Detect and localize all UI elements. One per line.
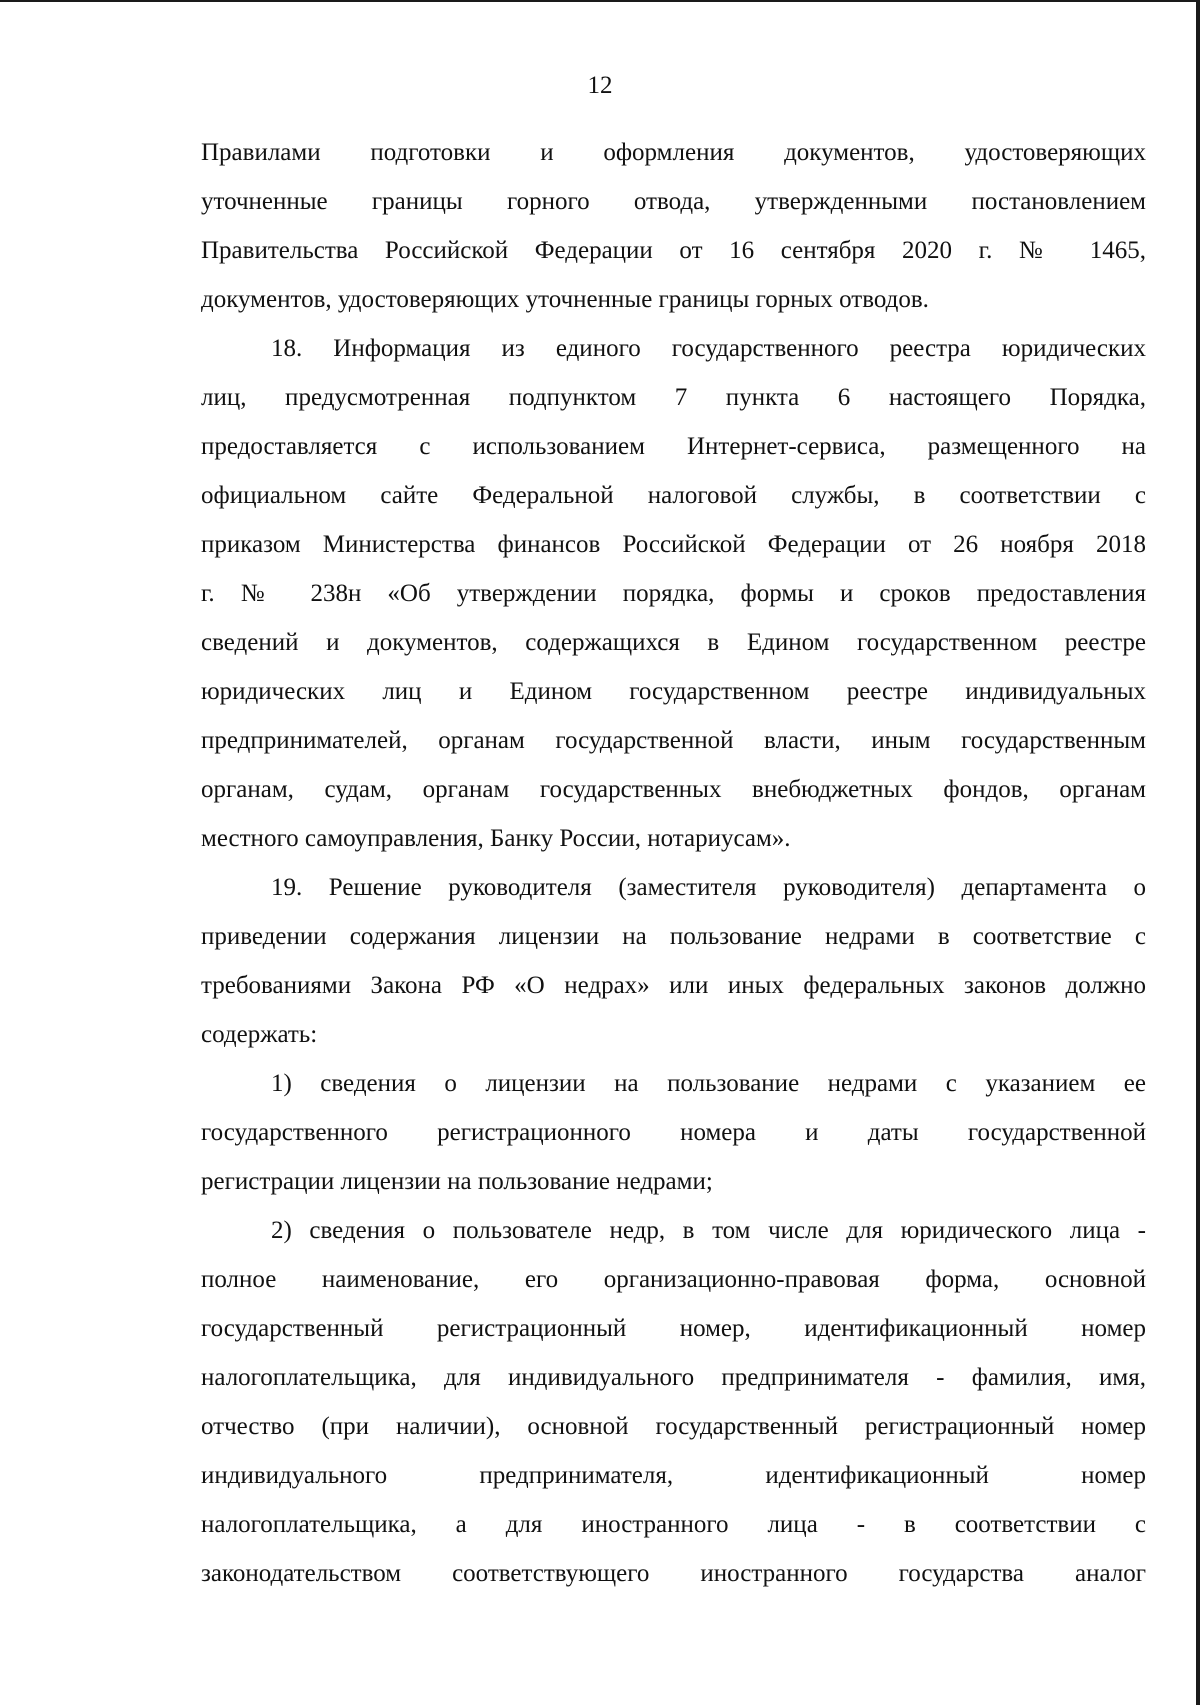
text-line: налогоплательщика, для индивидуального предпринимателя - фамилия, имя, [201, 1364, 1146, 1391]
text-line: юридических лиц и Едином государственном реестре индивидуальных [201, 678, 1146, 705]
paragraph-item-19 [201, 863, 1146, 1059]
scan-edge-right [1196, 0, 1200, 1705]
text-line: требованиями Закона РФ «О недрах» или иных федеральных законов должно [201, 972, 1146, 999]
scan-edge-top [0, 0, 1200, 2]
text-line: сведений и документов, содержащихся в Едином государственном реестре [201, 629, 1146, 656]
text-line: 19. Решение руководителя (заместителя руководителя) департамента о [271, 874, 1146, 901]
text-line: документов, удостоверяющих уточненные границы горных отводов. [201, 286, 929, 313]
text-line: предпринимателей, органам государственной власти, иным государственным [201, 727, 1146, 754]
text-line: лиц, предусмотренная подпунктом 7 пункта 6 настоящего Порядка, [201, 384, 1146, 411]
text-line: органам, судам, органам государственных внебюджетных фондов, органам [201, 776, 1146, 803]
text-line: 18. Информация из единого государственного реестра юридических [271, 335, 1146, 362]
text-line: 1) сведения о лицензии на пользование недрами с указанием ее [271, 1070, 1146, 1097]
page-number: 12 [587, 72, 613, 99]
paragraph-subitem-2 [201, 1206, 1146, 1598]
text-line: местного самоуправления, Банку России, нотариусам». [201, 825, 791, 852]
text-line: регистрации лицензии на пользование недрами; [201, 1168, 713, 1195]
text-line: приказом Министерства финансов Российской Федерации от 26 ноября 2018 [201, 531, 1146, 558]
paragraph-item-18 [201, 324, 1146, 863]
text-line: официальном сайте Федеральной налоговой службы, в соответствии с [201, 482, 1146, 509]
text-line: Правительства Российской Федерации от 16 сентября 2020 г. № 1465, [201, 237, 1146, 264]
text-line: государственного регистрационного номера и даты государственной [201, 1119, 1146, 1146]
paragraph-subitem-1 [201, 1059, 1146, 1206]
body-text [201, 128, 1146, 1598]
text-line: 2) сведения о пользователе недр, в том числе для юридического лица - [271, 1217, 1146, 1244]
text-line: полное наименование, его организационно-правовая форма, основной [201, 1266, 1146, 1293]
text-line: уточненные границы горного отвода, утвержденными постановлением [201, 188, 1146, 215]
text-line: законодательством соответствующего иностранного государства аналог [201, 1560, 1146, 1587]
text-line: Правилами подготовки и оформления документов, удостоверяющих [201, 139, 1146, 166]
text-line: содержать: [201, 1021, 318, 1048]
text-line: налогоплательщика, а для иностранного лица - в соответствии с [201, 1511, 1146, 1538]
text-line: государственный регистрационный номер, идентификационный номер [201, 1315, 1146, 1342]
text-line: отчество (при наличии), основной государственный регистрационный номер [201, 1413, 1146, 1440]
text-line: предоставляется с использованием Интернет-сервиса, размещенного на [201, 433, 1146, 460]
text-line: г. № 238н «Об утверждении порядка, формы и сроков предоставления [201, 580, 1146, 607]
text-line: индивидуального предпринимателя, идентификационный номер [201, 1462, 1146, 1489]
paragraph-rules-continuation [201, 128, 1146, 324]
text-line: приведении содержания лицензии на пользование недрами в соответствие с [201, 923, 1146, 950]
